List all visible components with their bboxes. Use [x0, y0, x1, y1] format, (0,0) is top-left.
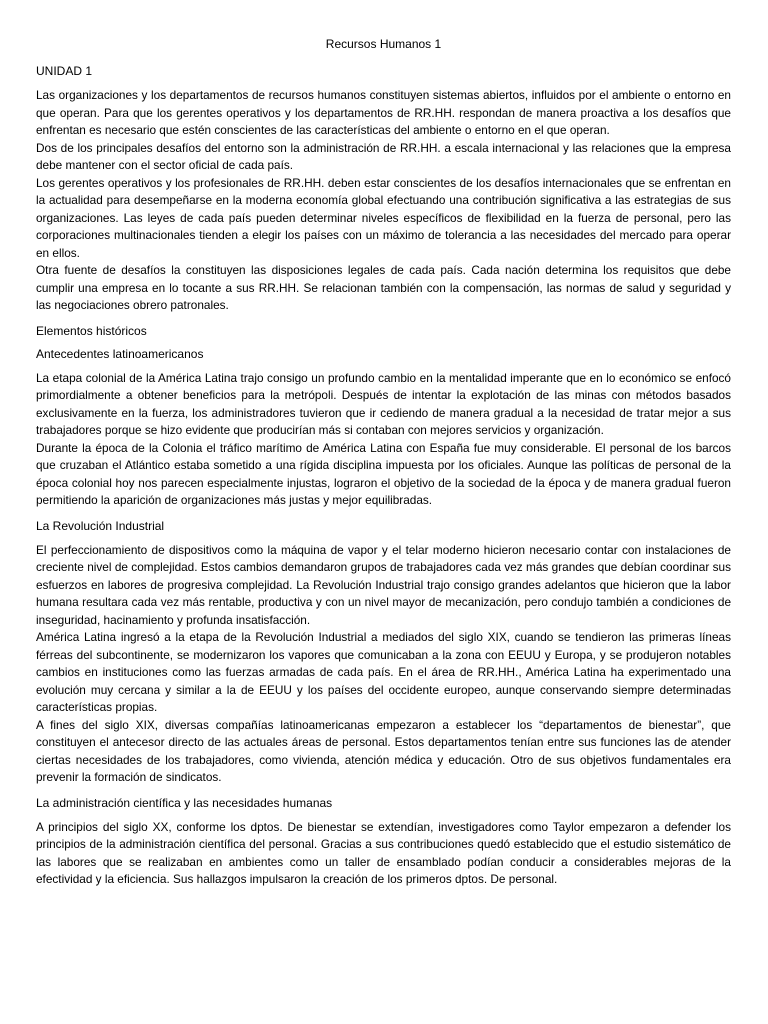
section-heading-administracion-cientifica: La administración científica y las necesidades humanas [36, 795, 333, 810]
section-heading-revolucion-industrial: La Revolución Industrial [36, 518, 165, 533]
section-body-unidad-1 [36, 87, 731, 315]
section-body-administracion-cientifica [36, 819, 731, 889]
paragraph: Los gerentes operativos y los profesionales de RR.HH. deben estar conscientes de los desafíos internacionales que se enfrentan en la actualidad para desempeñarse en la moderna economía global efectuando una contribución significativa a las estrategias de sus organizaciones. Las leyes de cada país pueden determinar niveles específicos de flexibilidad en la fuerza de personal, pero las corporaciones multinacionales tienden a elegir los países con un máximo de tolerancia a las necesidades del mercado para operar en ellos. [36, 175, 731, 260]
section-heading-antecedentes: Antecedentes latinoamericanos [36, 346, 204, 361]
section-heading-elementos-historicos: Elementos históricos [36, 323, 147, 338]
paragraph: Otra fuente de desafíos la constituyen las disposiciones legales de cada país. Cada nación determina los requisitos que debe cumplir una empresa en lo tocante a sus RR.HH. Se relacionan también con la compensación, las normas de salud y seguridad y las negociaciones obrero patronales. [36, 263, 731, 312]
paragraph: A fines del siglo XIX, diversas compañías latinoamericanas empezaron a establecer los “departamentos de bienestar”, que constituyen el antecesor directo de las actuales áreas de personal. Estos departamentos tenían entre sus funciones las de atender ciertas necesidades de los trabajadores, como vivienda, atención médica y educación. Otro de sus objetivos fundamentales era prevenir la formación de sindicatos. [36, 717, 731, 784]
paragraph: La etapa colonial de la América Latina trajo consigo un profundo cambio en la mentalidad imperante que en lo económico se enfocó primordialmente a obtener beneficios para la metrópoli. Después de intentar la explotación de las minas con métodos basados exclusivamente en la fuerza, los administradores tuvieron que ir cediendo de manera gradual a la necesidad de tratar mejor a sus trabajadores porque se hizo evidente que producirían más si contaban con mejores servicios y organización. [36, 370, 731, 437]
document-title: Recursos Humanos 1 [325, 37, 442, 51]
paragraph: El perfeccionamiento de dispositivos como la máquina de vapor y el telar moderno hicieron necesario contar con instalaciones de creciente nivel de complejidad. Estos cambios demandaron grupos de trabajadores cada vez más grandes que debían coordinar sus esfuerzos en labores de progresiva complejidad. La Revolución Industrial trajo consigo grandes adelantos que hicieron que la labor humana resultara cada vez más rentable, productiva y con un nivel mayor de mecanización, pero condujo también a condiciones de inseguridad, hacinamiento y profunda insatisfacción. [36, 542, 731, 627]
paragraph: Dos de los principales desafíos del entorno son la administración de RR.HH. a escala internacional y las relaciones que la empresa debe mantener con el sector oficial de cada país. [36, 140, 731, 172]
paragraph: América Latina ingresó a la etapa de la Revolución Industrial a mediados del siglo XIX, cuando se tendieron las primeras líneas férreas del subcontinente, se modernizaron los vapores que comunicaban a la zona con EEUU y Europa, y se produjeron notables cambios en instituciones como las fuerzas armadas de cada país. En el área de RR.HH., América Latina ha experimentado una evolución muy cercana y similar a la de EEUU y los países del occidente europeo, aunque conservando siempre determinadas características propias. [36, 630, 731, 714]
section-heading-unidad-1: UNIDAD 1 [36, 64, 93, 78]
paragraph: Durante la época de la Colonia el tráfico marítimo de América Latina con España fue muy considerable. El personal de los barcos que cruzaban el Atlántico estaba sometido a una rígida disciplina impuesta por los oficiales. Aunque las políticas de personal de la época colonial hoy nos parecen especialmente injustas, lograron el objetivo de la sociedad de la época y de manera gradual fueron permitiendo la aparición de organizaciones más justas y mejor equilibradas. [36, 440, 731, 507]
section-body-antecedentes [36, 370, 731, 510]
paragraph: A principios del siglo XX, conforme los dptos. De bienestar se extendían, investigadores como Taylor empezaron a defender los principios de la administración científica del personal. Gracias a sus contribuciones quedó establecido que el estudio sistemático de las labores que se realizaban en ambientes como un taller de ensamblado podían conducir a considerables mejoras de la efectividad y la eficiencia. Sus hallazgos impulsaron la creación de los primeros dptos. De personal. [36, 819, 731, 886]
section-body-revolucion-industrial [36, 542, 731, 787]
paragraph: Las organizaciones y los departamentos de recursos humanos constituyen sistemas abiertos, influidos por el ambiente o entorno en que operan. Para que los gerentes operativos y los departamentos de RR.HH. respondan de manera proactiva a los desafíos que enfrentan es necesario que estén conscientes de las características del ambiente o entorno en el que operan. [36, 88, 731, 137]
